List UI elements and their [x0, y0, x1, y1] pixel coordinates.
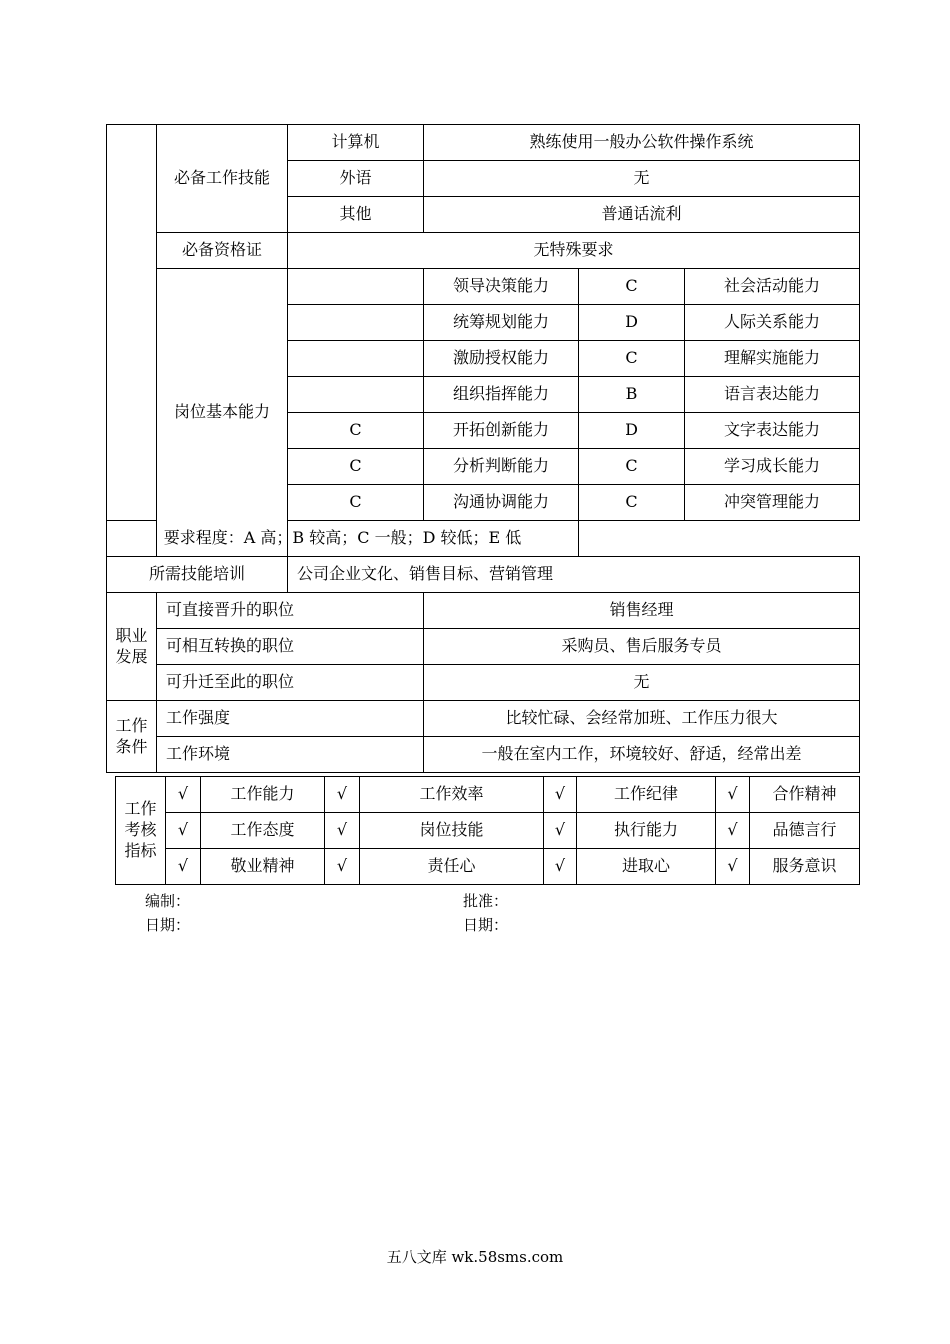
evaluation-item: 工作能力: [201, 777, 325, 813]
certificate-label: 必备资格证: [157, 233, 288, 269]
career-value: 无: [424, 665, 860, 701]
career-name: 可升迁至此的职位: [157, 665, 424, 701]
approve-signature-label: 批准：: [463, 892, 509, 910]
ability-name: 沟通协调能力: [424, 485, 579, 521]
ability-level: C: [579, 485, 685, 521]
certificate-row: [107, 233, 860, 269]
check-mark: √: [544, 849, 577, 885]
condition-value: 一般在室内工作，环境较好、舒适，经常出差: [424, 737, 860, 773]
career-row: [107, 593, 860, 629]
job-requirements-table: [106, 124, 860, 773]
evaluation-row: [116, 813, 860, 849]
ability-legend: 要求程度：A 高；B 较高；C 一般；D 较低；E 低: [107, 521, 579, 557]
skill-value: 无: [424, 161, 860, 197]
evaluation-row: [116, 849, 860, 885]
ability-level: C: [579, 341, 685, 377]
ability-name: 开拓创新能力: [424, 413, 579, 449]
ability-name: 分析判断能力: [424, 449, 579, 485]
check-mark: √: [716, 813, 750, 849]
date-label: 日期：: [145, 916, 191, 934]
evaluation-item: 工作纪律: [577, 777, 716, 813]
ability-row: [107, 269, 860, 305]
check-mark: √: [325, 849, 360, 885]
skill-value: 熟练使用一般办公软件操作系统: [424, 125, 860, 161]
ability-level: C: [579, 269, 685, 305]
check-mark: √: [166, 777, 201, 813]
evaluation-item: 品德言行: [750, 813, 860, 849]
career-name: 可相互转换的职位: [157, 629, 424, 665]
check-mark: √: [716, 849, 750, 885]
date-label: 日期：: [463, 916, 509, 934]
evaluation-item: 工作效率: [360, 777, 544, 813]
ability-legend-row: [107, 521, 860, 557]
condition-value: 比较忙碌、会经常加班、工作压力很大: [424, 701, 860, 737]
training-row: [107, 557, 860, 593]
evaluation-item: 岗位技能: [360, 813, 544, 849]
ability-level: [288, 377, 424, 413]
ability-level: D: [579, 413, 685, 449]
ability-name: 语言表达能力: [685, 377, 860, 413]
ability-name: 组织指挥能力: [424, 377, 579, 413]
ability-name: 领导决策能力: [424, 269, 579, 305]
skill-row: [107, 125, 860, 161]
check-mark: √: [325, 813, 360, 849]
check-mark: √: [544, 777, 577, 813]
evaluation-item: 合作精神: [750, 777, 860, 813]
evaluation-label: 工作 考核 指标: [116, 777, 166, 885]
ability-level: C: [288, 449, 424, 485]
ability-name: 统筹规划能力: [424, 305, 579, 341]
edit-signature-label: 编制：: [145, 892, 191, 910]
ability-name: 理解实施能力: [685, 341, 860, 377]
skill-value: 普通话流利: [424, 197, 860, 233]
certificate-value: 无特殊要求: [288, 233, 860, 269]
evaluation-item: 工作态度: [201, 813, 325, 849]
ability-level: D: [579, 305, 685, 341]
abilities-label: 岗位基本能力: [157, 269, 288, 557]
ability-level: C: [288, 485, 424, 521]
career-value: 销售经理: [424, 593, 860, 629]
skills-label: 必备工作技能: [157, 125, 288, 233]
ability-level: C: [579, 449, 685, 485]
evaluation-table: [115, 776, 860, 885]
conditions-label: 工作 条件: [107, 701, 157, 773]
ability-name: 激励授权能力: [424, 341, 579, 377]
condition-name: 工作环境: [157, 737, 424, 773]
condition-name: 工作强度: [157, 701, 424, 737]
evaluation-item: 敬业精神: [201, 849, 325, 885]
career-row: [107, 665, 860, 701]
footer-watermark: 五八文库 wk.58sms.com: [386, 1248, 564, 1266]
ability-level: C: [288, 413, 424, 449]
career-name: 可直接晋升的职位: [157, 593, 424, 629]
training-value: 公司企业文化、销售目标、营销管理: [288, 557, 860, 593]
skill-name: 计算机: [288, 125, 424, 161]
evaluation-item: 服务意识: [750, 849, 860, 885]
skill-name: 外语: [288, 161, 424, 197]
condition-row: [107, 701, 860, 737]
career-value: 采购员、售后服务专员: [424, 629, 860, 665]
evaluation-item: 责任心: [360, 849, 544, 885]
ability-name: 学习成长能力: [685, 449, 860, 485]
condition-row: [107, 737, 860, 773]
training-label: 所需技能培训: [107, 557, 288, 593]
check-mark: √: [166, 813, 201, 849]
skill-name: 其他: [288, 197, 424, 233]
check-mark: √: [166, 849, 201, 885]
check-mark: √: [544, 813, 577, 849]
ability-name: 冲突管理能力: [685, 485, 860, 521]
career-row: [107, 629, 860, 665]
ability-name: 社会活动能力: [685, 269, 860, 305]
evaluation-item: 执行能力: [577, 813, 716, 849]
ability-name: 人际关系能力: [685, 305, 860, 341]
ability-level: B: [579, 377, 685, 413]
ability-name: 文字表达能力: [685, 413, 860, 449]
ability-level: [288, 269, 424, 305]
evaluation-item: 进取心: [577, 849, 716, 885]
career-label: 职业 发展: [107, 593, 157, 701]
ability-level: [288, 341, 424, 377]
check-mark: √: [716, 777, 750, 813]
check-mark: √: [325, 777, 360, 813]
evaluation-row: [116, 777, 860, 813]
ability-level: [288, 305, 424, 341]
blank-section-cell: [107, 125, 157, 521]
